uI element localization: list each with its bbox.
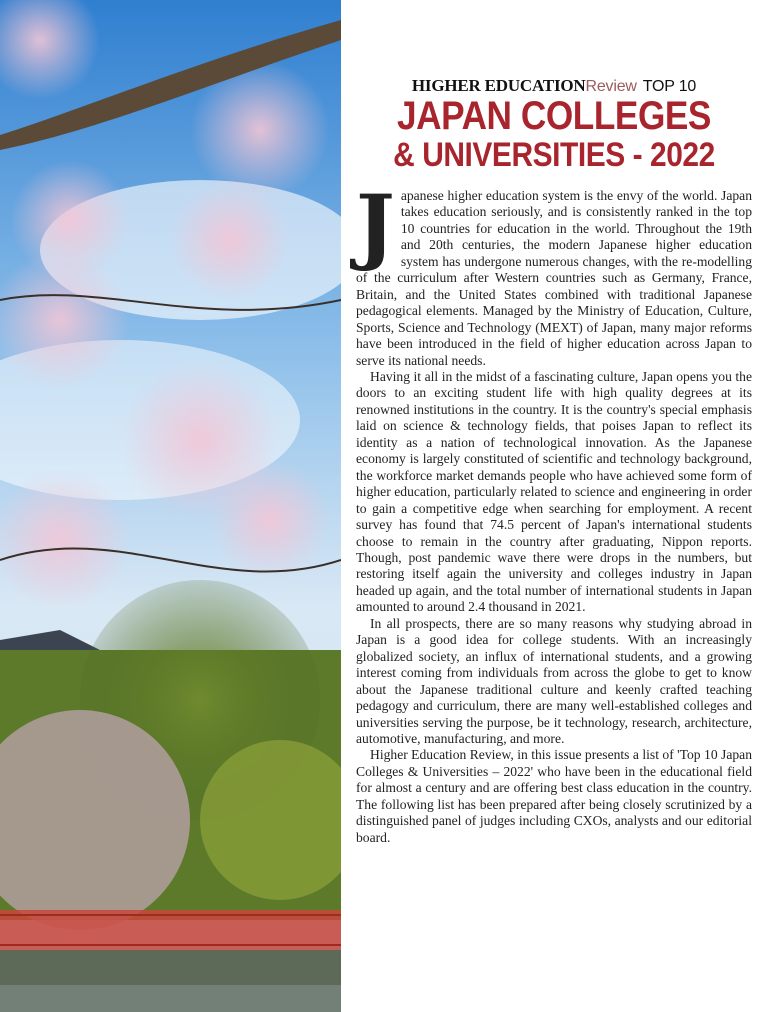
paragraph: In all prospects, there are so many reasons why studying abroad in Japan is a good idea for college students. With an increasingly globalized society, an influx of international students, and a growing interest coming from individuals from across the globe to get to know about the Japanese traditional culture and keenly crafted teaching pedagogy and curriculum, there are many well-established colleges and universities serving the purpose, be it technology, research, architecture, automotive, manufacturing, and more. <box>356 615 752 746</box>
masthead <box>356 76 752 96</box>
page-title-line2: & UNIVERSITIES - 2022 <box>393 136 715 174</box>
paragraph <box>356 178 752 369</box>
article-body <box>356 178 752 846</box>
paragraph: Higher Education Review, in this issue presents a list of 'Top 10 Japan Colleges & Universities – 2022' who have been in the educational field for almost a century and are offering best class education in the country. The following list has been prepared after being closely scrutinized by a distinguished panel of judges including CXOs, analysts and our editorial board. <box>356 747 752 845</box>
cherry-blossom-photo <box>0 0 341 1012</box>
brand-suffix: Review <box>585 78 637 95</box>
list-label: TOP 10 <box>642 78 697 95</box>
drop-cap: J <box>356 178 395 274</box>
article <box>356 76 752 846</box>
paragraph: Having it all in the midst of a fascinating culture, Japan opens you the doors to an exciting student life with high quality degrees at its renowned institutions in the country. It is the country's special emphasis laid on science & technology fields, that poises Japan to reflect its identity as a nation of technological innovation. As the Japanese economy is largely constituted of scientific and technology background, the workforce market demands people who have achieved some form of higher education, particularly related to science and engineering in order to gain a competitive edge when searching for employment. A recent survey has found that 74.5 percent of Japan's international students choose to remain in the country after graduating, Nippon reports. Though, post pandemic wave there were drops in the numbers, but restoring itself again the university and colleges industry in Japan headed up again, and the total number of international students in Japan amounted to around 2.4 thousand in 2021. <box>356 368 752 615</box>
page-title-line1: JAPAN COLLEGES <box>397 94 711 138</box>
paragraph-text: apanese higher education system is the envy of the world. Japan takes education seriously, and is consistently ranked in the top 10 countries for education in the world. Throughout the 19th and 20th centuries, the modern Japanese higher education system has undergone numerous changes, with the re-modelling of the curriculum after Western countries such as Germany, France, Britain, and the United States combined with traditional Japanese pedagogical elements. Managed by the Ministry of Education, Culture, Sports, Science and Technology (MEXT) of Japan, many major reforms have been introduced in the field of higher education across Japan to serve its national needs. <box>356 188 752 368</box>
brand-name: HIGHER EDUCATION <box>411 76 586 95</box>
